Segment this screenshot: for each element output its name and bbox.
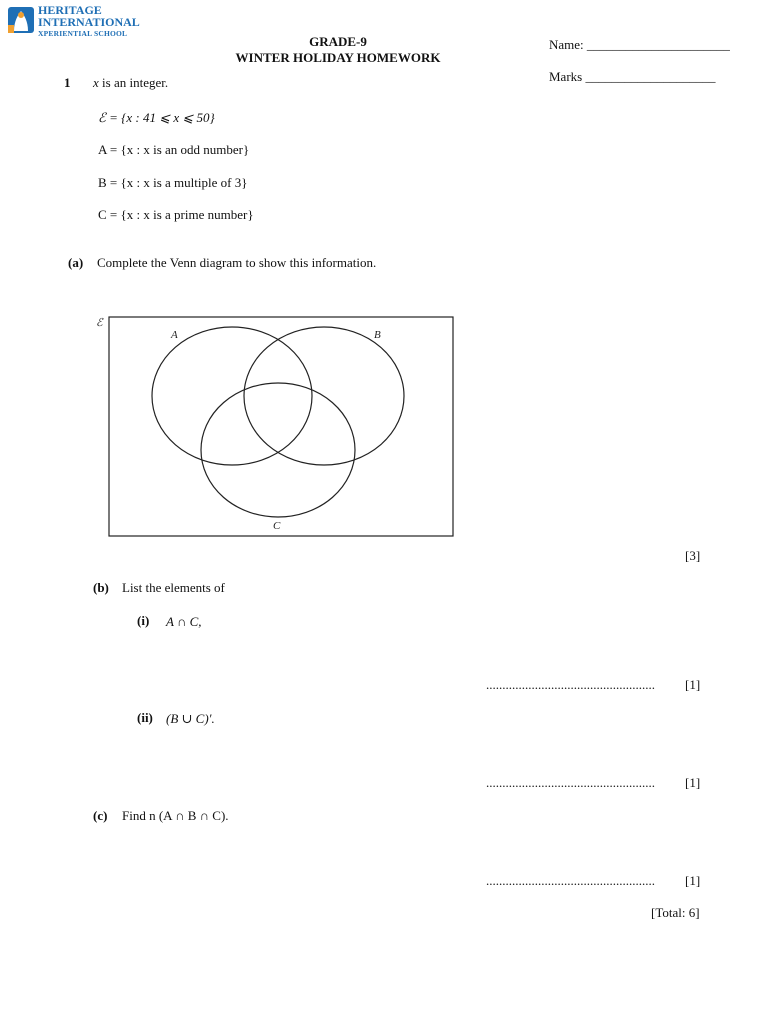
set-universal: ℰ = {x : 41 ⩽ x ⩽ 50}	[98, 110, 215, 125]
variable-x: x	[93, 75, 99, 90]
question-intro	[93, 75, 168, 91]
homework-title: WINTER HOLIDAY HOMEWORK	[235, 50, 441, 65]
set-c-circle	[201, 383, 355, 517]
part-c-text: Find n (A ∩ B ∩ C).	[122, 808, 229, 823]
marks-field[interactable]	[549, 69, 715, 85]
set-c: C = {x : x is a prime number}	[98, 207, 254, 222]
answer-line-b-ii[interactable]: ....................................................	[486, 775, 655, 790]
set-b: B = {x : x is a multiple of 3}	[98, 175, 248, 190]
part-a-label: (a)	[68, 255, 84, 270]
logo-line-1: HERITAGE	[38, 3, 102, 17]
name-label: Name:	[549, 37, 584, 52]
universal-symbol: ℰ	[96, 317, 103, 329]
part-b-i-text: A ∩ C,	[166, 614, 202, 629]
part-b-ii-label: (ii)	[137, 710, 153, 725]
marks-label: Marks	[549, 69, 583, 84]
question-number: 1	[64, 75, 71, 90]
school-logo	[6, 4, 146, 38]
part-a-text: Complete the Venn diagram to show this information.	[97, 255, 377, 270]
answer-line-b-i[interactable]: ....................................................	[486, 677, 655, 692]
marks-b-i: [1]	[685, 677, 701, 692]
set-a: A = {x : x is an odd number}	[98, 142, 250, 157]
logo-line-2: INTERNATIONAL	[38, 15, 140, 29]
logo-emblem-icon	[6, 5, 36, 35]
set-c-label: C	[273, 520, 281, 532]
marks-line: ____________________	[585, 69, 716, 84]
logo-line-3: XPERIENTIAL SCHOOL	[38, 29, 128, 38]
marks-b-ii: [1]	[685, 775, 701, 790]
set-b-label: B	[374, 329, 381, 341]
part-b-i-label: (i)	[137, 613, 150, 628]
part-b-ii-text: (B ∪ C)′.	[166, 711, 215, 726]
marks-c: [1]	[685, 873, 701, 888]
part-c-label: (c)	[93, 808, 108, 823]
grade-heading: GRADE-9	[309, 34, 367, 49]
part-a-marks: [3]	[685, 548, 701, 563]
answer-line-c[interactable]: ....................................................	[486, 873, 655, 888]
name-field[interactable]	[549, 37, 730, 53]
name-line: ______________________	[586, 37, 730, 52]
set-a-label: A	[171, 329, 178, 341]
part-b-text: List the elements of	[122, 580, 225, 595]
total-marks: [Total: 6]	[651, 905, 700, 920]
venn-diagram[interactable]	[90, 310, 460, 542]
part-b-label: (b)	[93, 580, 109, 595]
intro-text: is an integer.	[102, 75, 169, 90]
